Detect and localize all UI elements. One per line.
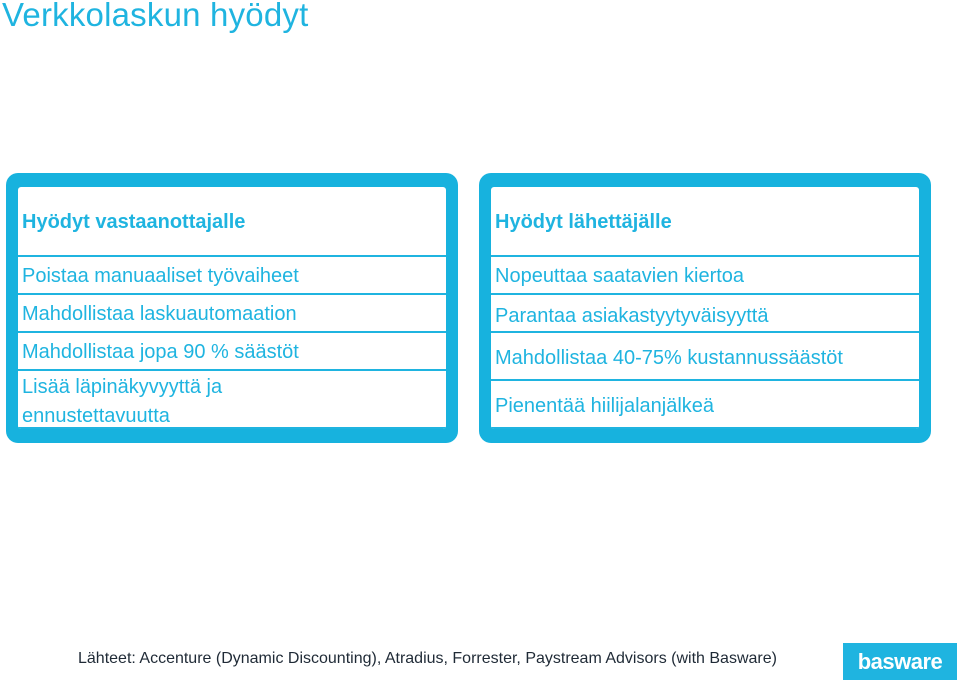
sender-benefit-item: Nopeuttaa saatavien kiertoa bbox=[495, 265, 745, 287]
recipient-benefits-heading: Hyödyt vastaanottajalle bbox=[22, 211, 246, 233]
page-title: Verkkolaskun hyödyt bbox=[2, 0, 309, 33]
recipient-benefits-card bbox=[6, 173, 458, 443]
recipient-benefit-item: Poistaa manuaaliset työvaiheet bbox=[22, 265, 299, 287]
sender-benefits-heading: Hyödyt lähettäjälle bbox=[495, 211, 672, 233]
sender-benefits-card bbox=[479, 173, 931, 443]
divider bbox=[18, 427, 446, 429]
divider bbox=[491, 427, 919, 429]
divider bbox=[491, 255, 919, 257]
sender-benefit-item: Mahdollistaa 40-75% kustannussäästöt bbox=[495, 347, 843, 369]
recipient-benefit-item: Mahdollistaa jopa 90 % säästöt bbox=[22, 341, 299, 363]
recipient-benefit-item: Lisää läpinäkyvyyttä ja ennustettavuutta bbox=[22, 376, 223, 427]
divider bbox=[491, 293, 919, 295]
basware-logo bbox=[843, 643, 957, 680]
divider bbox=[18, 255, 446, 257]
recipient-benefit-item: Mahdollistaa laskuautomaation bbox=[22, 303, 297, 325]
divider bbox=[18, 331, 446, 333]
basware-logo-text: basware bbox=[857, 648, 943, 674]
divider bbox=[491, 379, 919, 381]
recipient-benefits-panel bbox=[18, 187, 446, 429]
sources-note: Lähteet: Accenture (Dynamic Discounting), Atradius, Forrester, Paystream Advisors (with Basware) bbox=[78, 650, 777, 667]
sender-benefit-item: Pienentää hiilijalanjälkeä bbox=[495, 395, 715, 417]
sender-benefits-panel bbox=[491, 187, 919, 429]
divider bbox=[18, 369, 446, 371]
divider bbox=[491, 331, 919, 333]
basware-logo-wordmark bbox=[850, 648, 950, 676]
divider bbox=[18, 293, 446, 295]
sender-benefit-item: Parantaa asiakastyytyväisyyttä bbox=[495, 305, 769, 327]
